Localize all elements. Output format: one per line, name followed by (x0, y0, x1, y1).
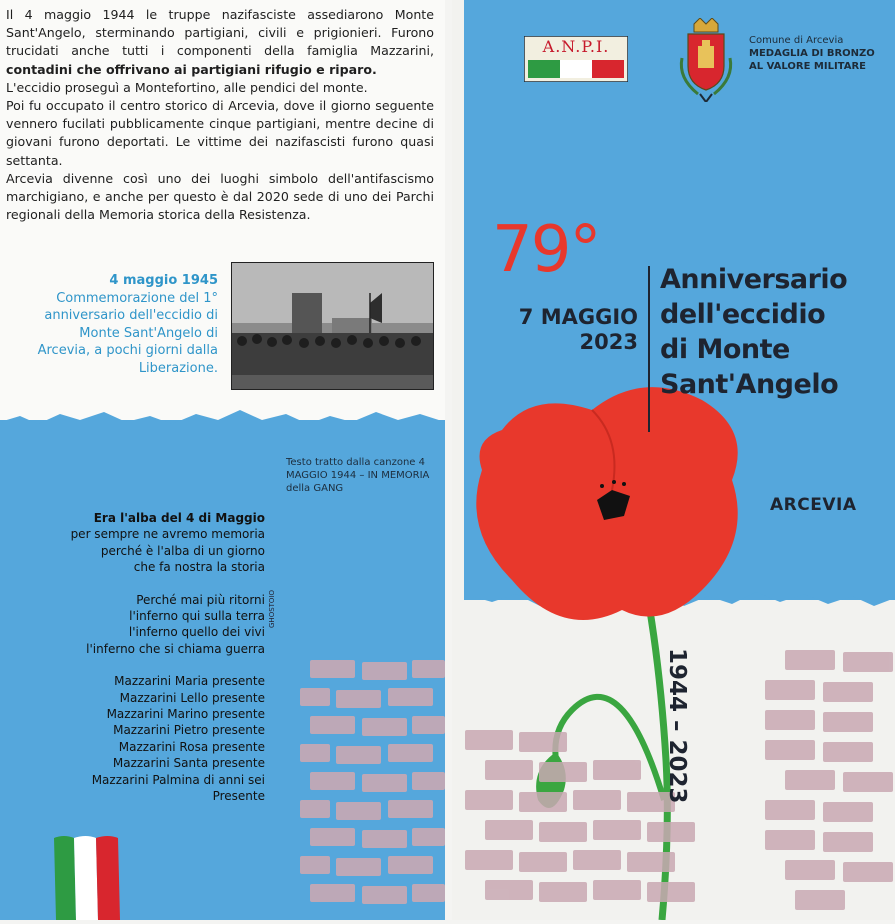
event-date (490, 305, 638, 355)
italian-flag-icon (52, 832, 120, 920)
poem-line: Perché mai più ritorni (136, 592, 265, 607)
poem-line: Presente (212, 789, 265, 804)
event-title-line: dell'eccidio (660, 299, 826, 330)
event-title-line: Sant'Angelo (660, 369, 839, 400)
intro-text (6, 6, 434, 224)
left-brick-wall (300, 660, 445, 920)
poem-line: Mazzarini Santa presente (112, 756, 265, 771)
comune-header (749, 34, 889, 73)
intro-bold-text: contadini che offrivano ai partigiani rifugio e riparo. (6, 61, 377, 77)
poem-line: Mazzarini Pietro presente (113, 723, 265, 738)
poem-title: Era l'alba del 4 di Maggio (93, 511, 265, 525)
event-title-line: di Monte (660, 334, 790, 365)
coat-of-arms-icon (676, 18, 736, 102)
poem-line: Mazzarini Maria presente (114, 674, 265, 689)
photo-caption-text: Commemorazione del 1° anniversario dell'eccidio di Monte Sant'Angelo di Arcevia, a pochi giorni dalla Liberazione. (37, 290, 218, 376)
poem-line: Mazzarini Rosa presente (118, 739, 265, 754)
poem-line: per sempre ne avremo memoria (70, 527, 265, 542)
photo-caption-date: 4 maggio 1945 (109, 273, 218, 288)
photo-caption (28, 272, 218, 377)
anniversary-number: 79° (492, 213, 600, 287)
poem-line: l'inferno qui sulla terra (129, 609, 265, 624)
title-divider (648, 266, 650, 432)
poem (60, 510, 265, 805)
event-date-day: 7 MAGGIO (518, 305, 638, 329)
event-title (660, 262, 892, 402)
historical-photo (231, 262, 434, 390)
vertical-credit: GHOSTOIO (268, 589, 276, 628)
event-title-line: Anniversario (660, 264, 848, 295)
intro-paragraph-4: Arcevia divenne così uno dei luoghi simbolo dell'antifascismo marchigiano, e anche per questo è dal 2020 sede di uno dei Parchi regionali della Memoria storica della Resistenza. (6, 170, 434, 223)
intro-paragraph-2: L'eccidio proseguì a Montefortino, alle pendici del monte. (6, 79, 368, 95)
song-source-note: Testo tratto dalla canzone 4 MAGGIO 1944 – IN MEMORIA della GANG (286, 457, 430, 494)
medal-line-1: MEDAGLIA DI BRONZO (749, 48, 875, 59)
medal-line-2: AL VALORE MILITARE (749, 61, 867, 72)
poem-line: Mazzarini Palmina di anni sei (91, 772, 265, 787)
intro-paragraph-3: Poi fu occupato il centro storico di Arcevia, dove il giorno seguente vennero fucilati pubblicamente cinque partigiani, mentre decine di giovani furono deportati. Le vittime dei nazifascisti furono quasi settanta. (6, 98, 434, 168)
poem-line: Mazzarini Lello presente (119, 690, 265, 705)
anpi-text: A.N.P.I. (542, 37, 610, 56)
place-name: ARCEVIA (770, 495, 857, 515)
intro-paragraph-1: Il 4 maggio 1944 le truppe nazifasciste assediarono Monte Sant'Angelo, sterminando partigiani, civili e prigionieri. Furono trucidati anche tutti i componenti della famiglia Mazzarini, contadini che offrivano ai partigiani rifugio e riparo. (6, 7, 434, 77)
event-date-year: 2023 (579, 330, 638, 354)
poem-line: perché è l'alba di un giorno (100, 543, 265, 558)
years-label: 1944 – 2023 (664, 648, 690, 804)
poem-line: l'inferno quello dei vivi (128, 625, 265, 640)
poem-line: Mazzarini Marino presente (106, 707, 265, 722)
comune-name: Comune di Arcevia (749, 35, 844, 46)
poem-line: l'inferno che si chiama guerra (86, 641, 265, 656)
poem-line: che fa nostra la storia (133, 560, 265, 575)
